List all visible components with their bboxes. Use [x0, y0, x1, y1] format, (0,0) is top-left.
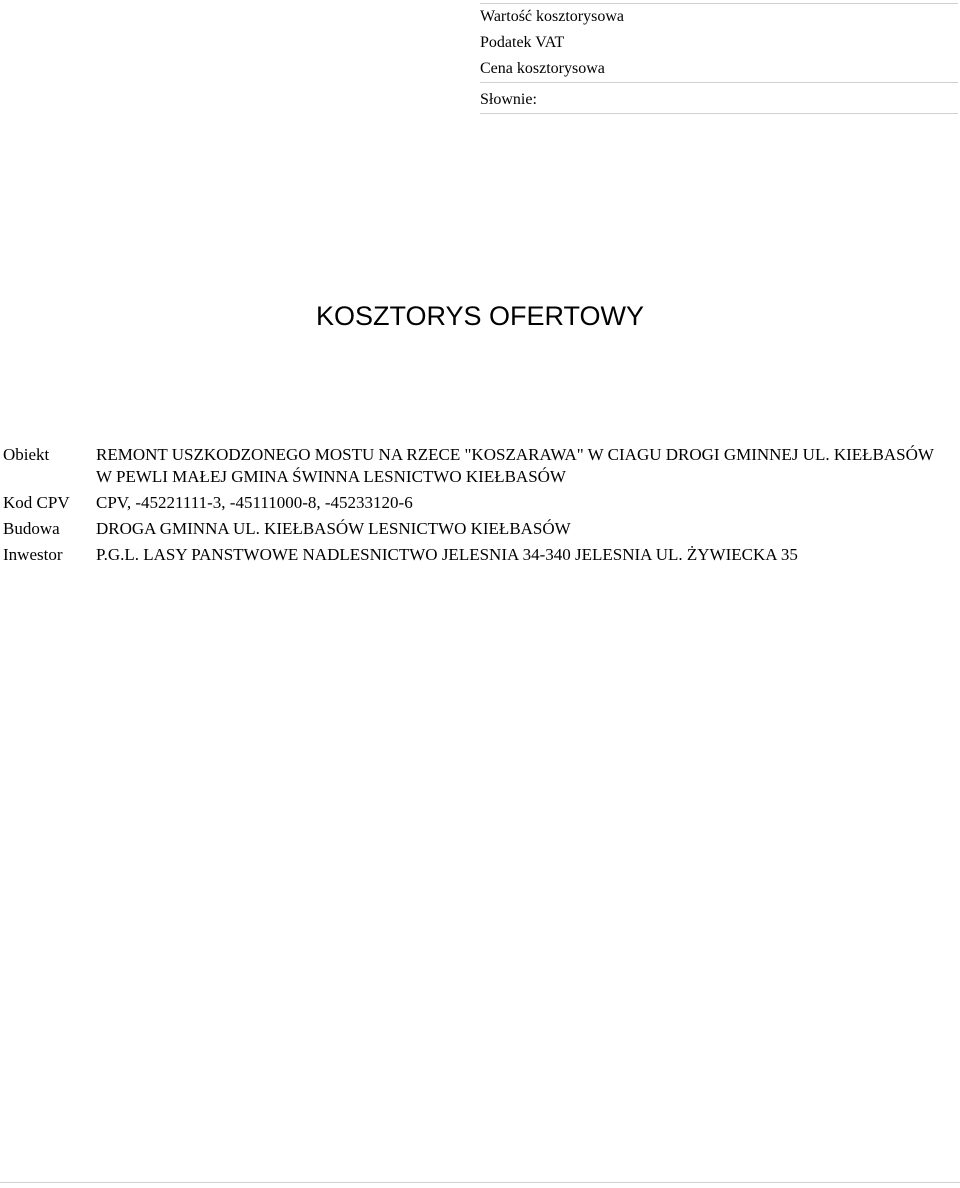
kod-cpv-value: CPV, -45221111-3, -45111000-8, -45233120-6	[96, 493, 413, 512]
project-info	[3, 444, 953, 566]
summary-bottom-rule	[480, 113, 958, 114]
obiekt-label: Obiekt	[3, 445, 50, 464]
budowa-value: DROGA GMINNA UL. KIEŁBASÓW LESNICTWO KIEŁBASÓW	[96, 519, 571, 538]
podatek-vat-label: Podatek VAT	[480, 34, 565, 51]
kod-cpv-label: Kod CPV	[3, 493, 70, 512]
budowa-label: Budowa	[3, 519, 60, 538]
info-row-kod-cpv	[3, 492, 953, 514]
cost-summary	[480, 3, 958, 114]
info-row-obiekt	[3, 444, 953, 488]
cena-kosztorysowa-label: Cena kosztorysowa	[480, 60, 605, 77]
page-bottom-rule	[0, 1182, 960, 1183]
wartosc-kosztorysowa-label: Wartość kosztorysowa	[480, 8, 625, 25]
inwestor-label: Inwestor	[3, 545, 63, 564]
info-row-budowa	[3, 518, 953, 540]
document-title: KOSZTORYS OFERTOWY	[315, 301, 645, 331]
obiekt-value: REMONT USZKODZONEGO MOSTU NA RZECE "KOSZARAWA" W CIAGU DROGI GMINNEJ UL. KIEŁBASÓW W PEWLI MAŁEJ GMINA ŚWINNA LESNICTWO KIEŁBASÓW	[96, 445, 934, 486]
summary-middle-rule	[480, 82, 958, 83]
slownie-label: Słownie:	[480, 91, 537, 108]
info-row-inwestor	[3, 544, 953, 566]
inwestor-value: P.G.L. LASY PANSTWOWE NADLESNICTWO JELESNIA 34-340 JELESNIA UL. ŻYWIECKA 35	[96, 545, 798, 564]
